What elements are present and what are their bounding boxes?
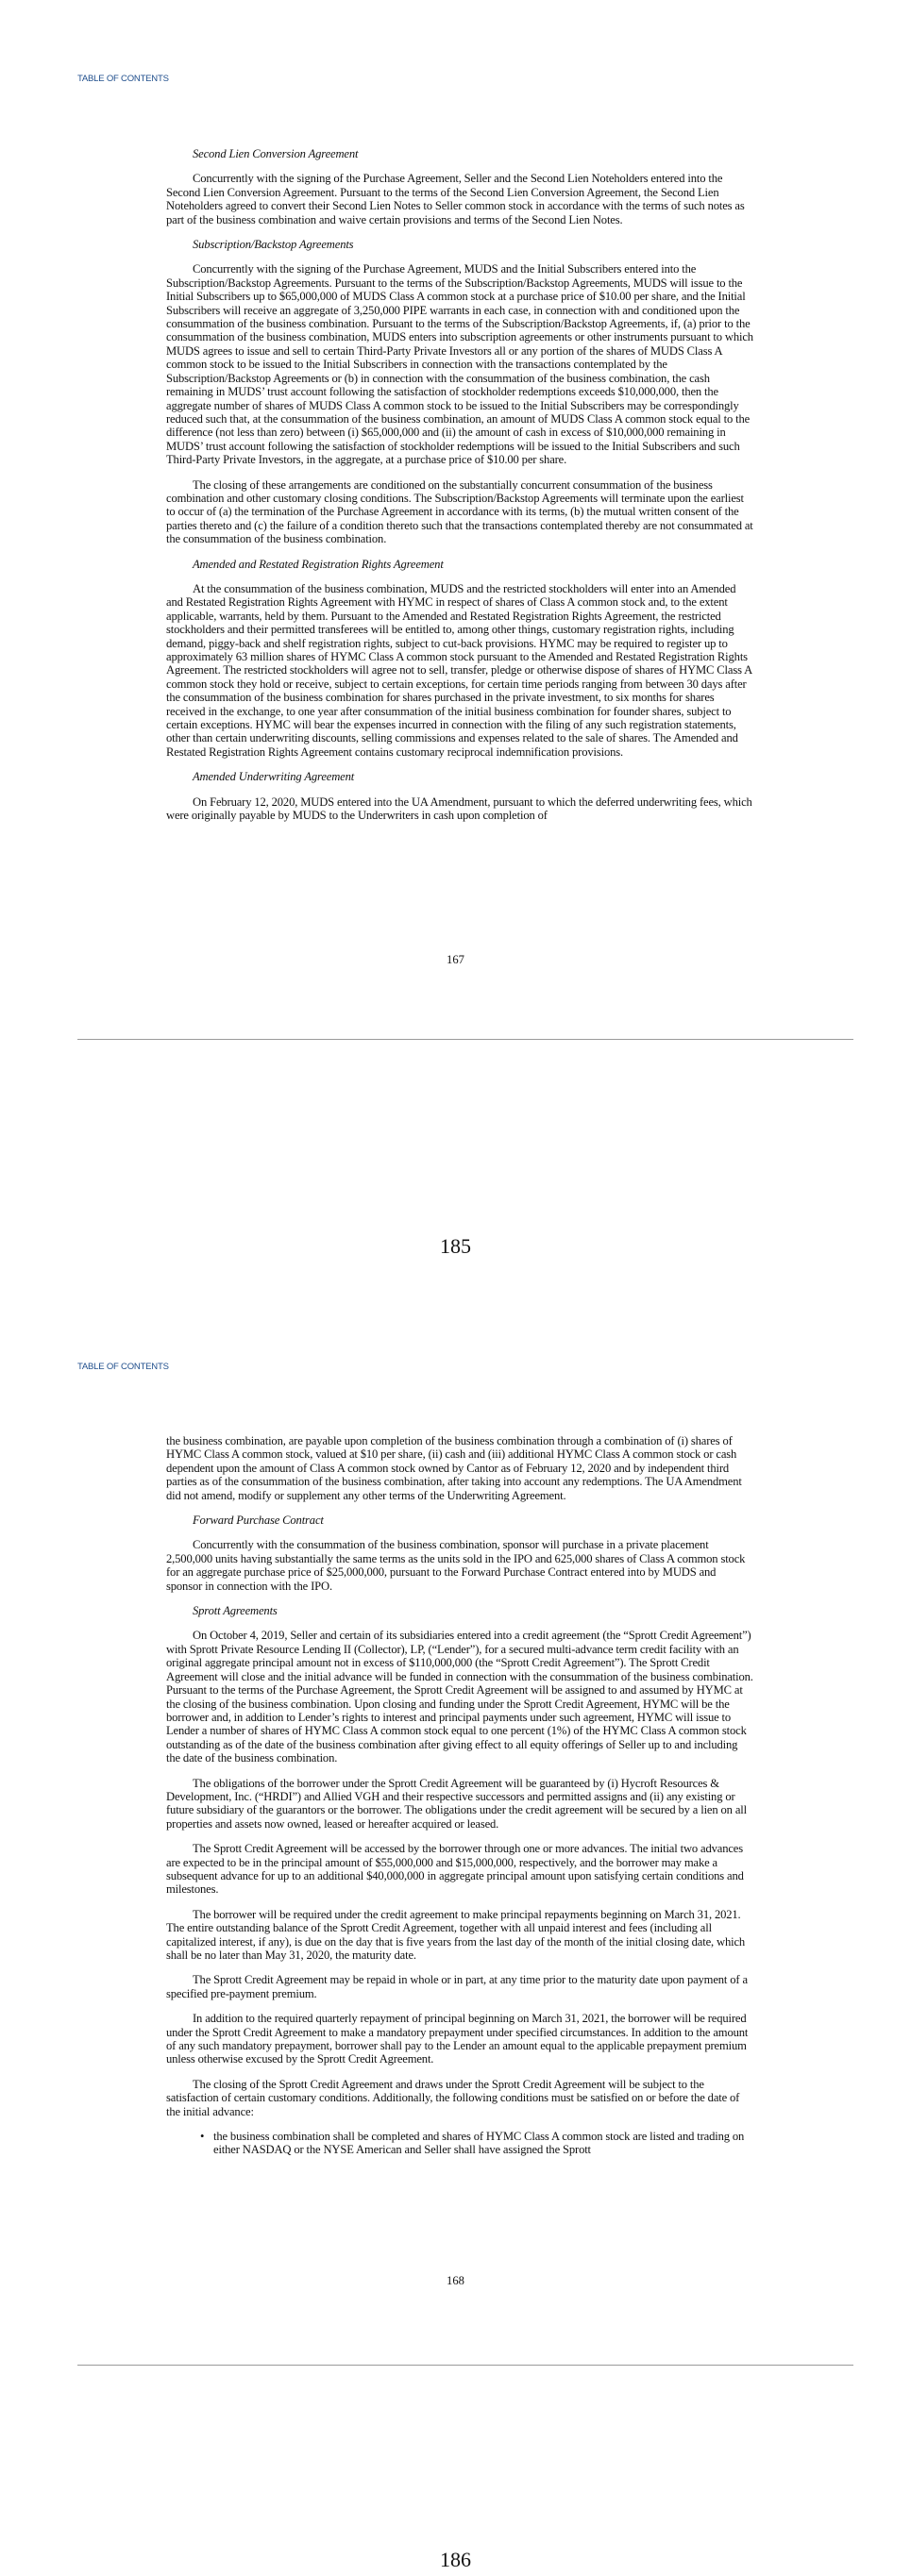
paragraph: The Sprott Credit Agreement may be repaid in whole or in part, at any time prior to the maturity date upon payment of a specified pre-payment premium.: [166, 1973, 748, 2000]
paragraph: At the consummation of the business combination, MUDS and the restricted stockholders will enter into an Amended and Restated Registration Rights Agreement with HYMC in respect of shares of Class A common stock and, to the extent applicable, warrants, held by them. Pursuant to the Amended and Restated Registration Rights Agreement, the restricted stockholders and their permitted transferees will be entitled to, among other things, customary registration rights, including demand, piggy-back and shelf registration rights, subject to cut-back provisions. HYMC may be required to register up to approximately 63 million shares of HYMC Class A common stock pursuant to the Amended and Restated Registration Rights Agreement. The restricted stockholders will agree not to sell, transfer, pledge or otherwise dispose of shares of HYMC Class A common stock they hold or receive, subject to certain exceptions, for certain time periods ranging from between 30 days after the consummation of the business combination for shares purchased in the private investment, to six months for shares received in the exchange, to one year after consummation of the initial business combination for founder shares, subject to certain exceptions. HYMC will bear the expenses incurred in connection with the filing of any such registration statements, other than certain underwriting discounts, selling commissions and expenses related to the sale of shares. The Amended and Restated Registration Rights Agreement contains customary reciprocal indemnification provisions.: [166, 581, 752, 759]
paragraph: The closing of the Sprott Credit Agreement and draws under the Sprott Credit Agreement will be subject to the satisfaction of certain customary conditions. Additionally, the following conditions must be satisfied on or before the date of the initial advance:: [166, 2077, 740, 2118]
list-item: • the business combination shall be completed and shares of HYMC Class A common stock are listed and trading on either NASDAQ or the NYSE American and Seller shall have assigned the Sprott: [202, 2130, 753, 2157]
paragraph: The Sprott Credit Agreement will be accessed by the borrower through one or more advances. The initial two advances are expected to be in the principal amount of $55,000,000 and $15,000,000, respectively, and the borrower may make a subsequent advance for up to an additional $40,000,000 in aggregate principal amount upon satisfying certain conditions and milestones.: [166, 1842, 744, 1897]
section-heading: Subscription/Backstop Agreements: [193, 238, 354, 252]
page-number: 167: [447, 953, 464, 966]
screen-page-number: 185: [440, 1234, 471, 1258]
screen-page-number: 186: [440, 2548, 471, 2571]
conditions-list: [166, 2130, 753, 2157]
paragraph: Concurrently with the signing of the Purchase Agreement, MUDS and the Initial Subscribers entered into the Subscription/Backstop Agreements. Pursuant to the terms of the Subscription/Backstop Agreements, MUDS will issue to the Initial Subscribers up to $65,000,000 of MUDS Class A common stock at a purchase price of $10.00 per share, and the Initial Subscribers will receive an aggregate of 3,250,000 PIPE warrants in each case, in connection with and conditioned upon the consummation of the business combination. Pursuant to the terms of the Subscription/Backstop Agreements, if, (a) prior to the consummation of the business combination, MUDS enters into subscription agreements or other instruments pursuant to which MUDS agrees to issue and sell to certain Third-Party Private Investors all or any portion of the shares of MUDS Class A common stock to be issued to the Initial Subscribers in connection with the transactions contemplated by the Subscription/Backstop Agreements or (b) in connection with the consummation of the business combination, the cash remaining in MUDS’ trust account following the satisfaction of stockholder redemptions exceeds $10,000,000, then the aggregate number of shares of MUDS Class A common stock to be issued to the Initial Subscribers may be correspondingly reduced such that, at the consummation of the business combination, an amount of MUDS Class A common stock equal to the difference (not less than zero) between (i) $65,000,000 and (ii) the amount of cash in excess of $10,000,000 remaining in MUDS’ trust account following the satisfaction of stockholder redemptions will be issued to the Initial Subscribers and such Third-Party Private Investors, in the aggregate, at a purchase price of $10.00 per share.: [166, 262, 753, 467]
section-heading: Amended Underwriting Agreement: [193, 770, 355, 784]
paragraph: The obligations of the borrower under the Sprott Credit Agreement will be guaranteed by (i) Hycroft Resources & Development, Inc. (“HRDI”) and Allied VGH and their respective successors and permitted assigns and (ii) any existing or future subsidiary of the guarantors or the borrower. The obligations under the credit agreement will be secured by a lien on all properties and assets now owned, leased or hereafter acquired or leased.: [166, 1776, 747, 1831]
paragraph: Concurrently with the consummation of the business combination, sponsor will purchase in a private placement 2,500,000 units having substantially the same terms as the units sold in the IPO and 625,000 shares of Class A common stock for an aggregate purchase price of $25,000,000, pursuant to the Forward Purchase Contract entered into by MUDS and sponsor in connection with the IPO.: [166, 1538, 746, 1593]
paragraph: The borrower will be required under the credit agreement to make principal repayments beginning on March 31, 2021. The entire outstanding balance of the Sprott Credit Agreement, together with all unpaid interest and fees (including all capitalized interest, if any), is due on the day that is five years from the last day of the month of the initial closing date, which shall be no later than May 31, 2020, the maturity date.: [166, 1907, 746, 1962]
paragraph: On October 4, 2019, Seller and certain of its subsidiaries entered into a credit agreement (the “Sprott Credit Agreement”) with Sprott Private Resource Lending II (Collector), LP, (“Lender”), for a secured multi-advance term credit facility with an original aggregate principal amount not in excess of $110,000,000 (the “Sprott Credit Agreement”). The Sprott Credit Agreement will close and the initial advance will be funded in connection with the consummation of the business combination. Pursuant to the terms of the Purchase Agreement, the Sprott Credit Agreement will be assigned to and assumed by HYMC at the closing of the business combination. Upon closing and funding under the Sprott Credit Agreement, HYMC will be the borrower and, in addition to Lender’s rights to interest and principal payments under such agreement, HYMC will issue to Lender a number of shares of HYMC Class A common stock equal to one percent (1%) of the HYMC Class A common stock outstanding as of the date of the business combination after giving effect to all equity offerings of Seller up to and including the date of the business combination.: [166, 1629, 753, 1765]
page-number: 168: [447, 2274, 464, 2287]
page-divider: [77, 2365, 853, 2366]
paragraph-continuation: the business combination, are payable upon completion of the business combination through a combination of (i) shares of HYMC Class A common stock, valued at $10 per share, (ii) cash and (iii) additional HYMC Class A common stock or cash dependent upon the amount of Class A common stock owned by Cantor as of February 12, 2020 and by independent third parties as of the consummation of the business combination, after taking into account any redemptions. The UA Amendment did not amend, modify or supplement any other terms of the Underwriting Agreement.: [166, 1434, 742, 1502]
section-heading: Second Lien Conversion Agreement: [193, 147, 359, 160]
section-heading: Sprott Agreements: [193, 1604, 278, 1618]
table-of-contents-link[interactable]: TABLE OF CONTENTS: [77, 74, 169, 84]
paragraph: In addition to the required quarterly repayment of principal beginning on March 31, 2021, the borrower will be required under the Sprott Credit Agreement to make a mandatory prepayment under specified circumstances. In addition to the amount of any such mandatory prepayment, borrower shall pay to the Lender an amount equal to the applicable prepayment premium unless otherwise excused by the Sprott Credit Agreement.: [166, 2012, 749, 2066]
page-divider: [77, 1039, 853, 1040]
table-of-contents-link[interactable]: TABLE OF CONTENTS: [77, 1362, 169, 1372]
paragraph: The closing of these arrangements are conditioned on the substantially concurrent consummation of the business combination and other customary closing conditions. The Subscription/Backstop Agreements will terminate upon the earliest to occur of (a) the termination of the Purchase Agreement in accordance with its terms, (b) the mutual written consent of the parties thereto and (c) the failure of a condition thereto such that the transactions contemplated thereby are not consummated at the consummation of the business combination.: [166, 477, 753, 546]
page-167-body: [166, 147, 753, 833]
section-heading: Forward Purchase Contract: [193, 1514, 324, 1528]
page-168-body: [166, 1434, 753, 2157]
paragraph: Concurrently with the signing of the Purchase Agreement, Seller and the Second Lien Noteholders entered into the Second Lien Conversion Agreement. Pursuant to the terms of the Second Lien Conversion Agreement, the Second Lien Noteholders agreed to convert their Second Lien Notes to Seller common stock in accordance with the terms of such notes as part of the business combination and waive certain provisions and terms of the Second Lien Notes.: [166, 172, 745, 226]
paragraph: On February 12, 2020, MUDS entered into the UA Amendment, pursuant to which the deferred underwriting fees, which were originally payable by MUDS to the Underwriters in cash upon completion of: [166, 795, 752, 823]
section-heading: Amended and Restated Registration Rights Agreement: [193, 557, 444, 571]
